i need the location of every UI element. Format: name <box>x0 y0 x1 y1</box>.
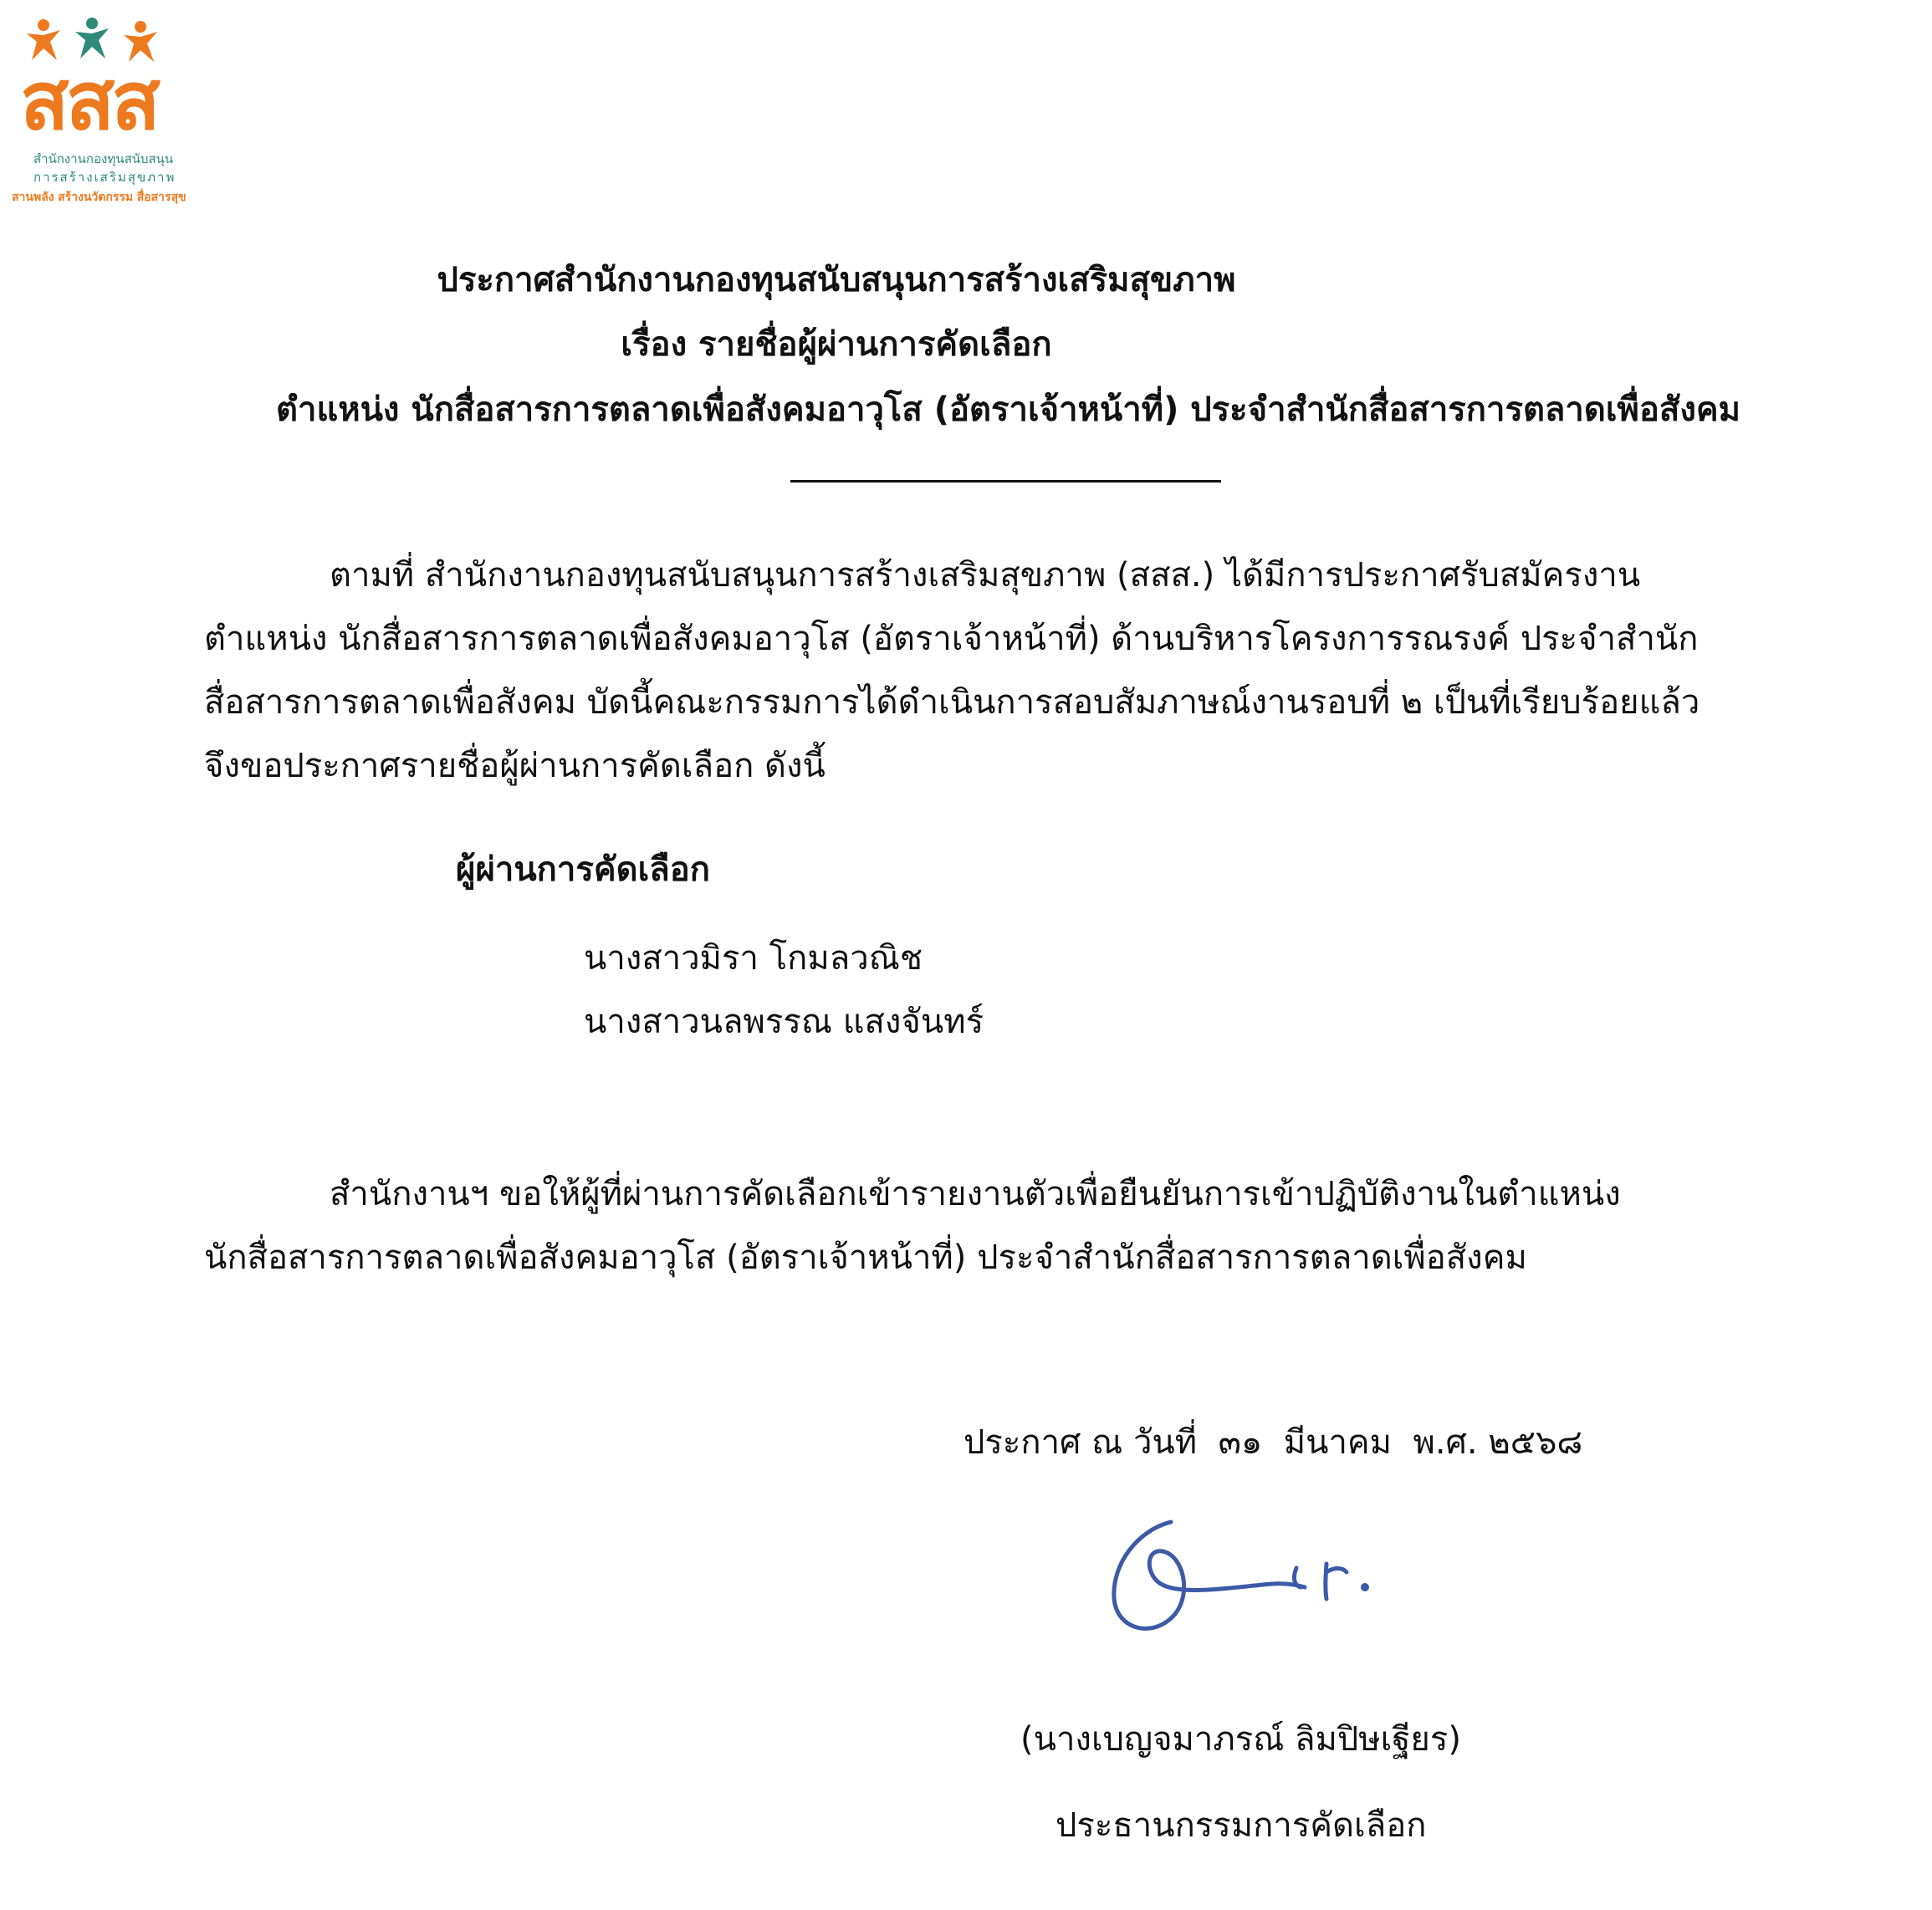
signature-icon <box>1096 1505 1397 1647</box>
passed-name-2: นางสาวนลพรรณ แสงจันทร์ <box>584 1003 984 1041</box>
logo-slogan-part2: สร้างนวัตกรรม <box>58 191 134 204</box>
announcement-date: ประกาศ ณ วันที่ ๓๑ มีนาคม พ.ศ. ๒๕๖๘ <box>963 1423 1583 1462</box>
logo-org-name-line2: การสร้างเสริมสุขภาพ <box>33 170 176 185</box>
logo-slogan <box>12 189 187 206</box>
organization-logo <box>8 17 226 209</box>
announcement-title: ประกาศสำนักงานกองทุนสนับสนุนการสร้างเสริมสุขภาพ <box>437 261 1236 299</box>
announcement-subject: เรื่อง รายชื่อผู้ผ่านการคัดเลือก <box>621 325 1052 364</box>
logo-org-name-line1: สำนักงานกองทุนสนับสนุน <box>33 151 174 166</box>
logo-slogan-part1: สานพลัง <box>12 191 54 204</box>
intro-line-4: จึงขอประกาศรายชื่อผู้ผ่านการคัดเลือก ดังนี้ <box>204 747 825 785</box>
instruction-line-1: สำนักงานฯ ขอให้ผู้ที่ผ่านการคัดเลือกเข้ารายงานตัวเพื่อยืนยันการเข้าปฏิบัติงานในตำแหน่ง <box>330 1175 1621 1213</box>
intro-line-3: สื่อสารการตลาดเพื่อสังคม บัดนี้คณะกรรมการได้ดำเนินการสอบสัมภาษณ์งานรอบที่ ๒ เป็นที่เรียบร้อยแล้ว <box>204 683 1700 722</box>
announcement-position: ตำแหน่ง นักสื่อสารการตลาดเพื่อสังคมอาวุโส (อัตราเจ้าหน้าที่) ประจำสำนักสื่อสารการตลาดเพื่อสังคม <box>276 391 1740 429</box>
instruction-line-2: นักสื่อสารการตลาดเพื่อสังคมอาวุโส (อัตราเจ้าหน้าที่) ประจำสำนักสื่อสารการตลาดเพื่อสังคม <box>204 1238 1527 1277</box>
logo-slogan-part3: สื่อสารสุข <box>136 191 187 204</box>
intro-line-1: ตามที่ สำนักงานกองทุนสนับสนุนการสร้างเสริมสุขภาพ (สสส.) ได้มีการประกาศรับสมัครงาน <box>330 556 1641 595</box>
title-divider <box>790 480 1221 483</box>
signer-name: (นางเบญจมาภรณ์ ลิมปิษเฐียร) <box>1020 1720 1461 1759</box>
logo-wordmark: สสส <box>20 54 157 148</box>
instruction-paragraph <box>204 1162 1793 1290</box>
signer-title: ประธานกรรมการคัดเลือก <box>1055 1806 1427 1845</box>
intro-paragraph <box>204 544 1793 798</box>
intro-line-2: ตำแหน่ง นักสื่อสารการตลาดเพื่อสังคมอาวุโส (อัตราเจ้าหน้าที่) ด้านบริหารโครงการรณรงค์ ประจำสำนัก <box>204 620 1699 658</box>
passed-name-1: นางสาวมิรา โกมลวณิช <box>584 939 923 978</box>
passed-heading: ผู้ผ่านการคัดเลือก <box>456 850 711 889</box>
passed-names-list <box>584 927 984 1054</box>
